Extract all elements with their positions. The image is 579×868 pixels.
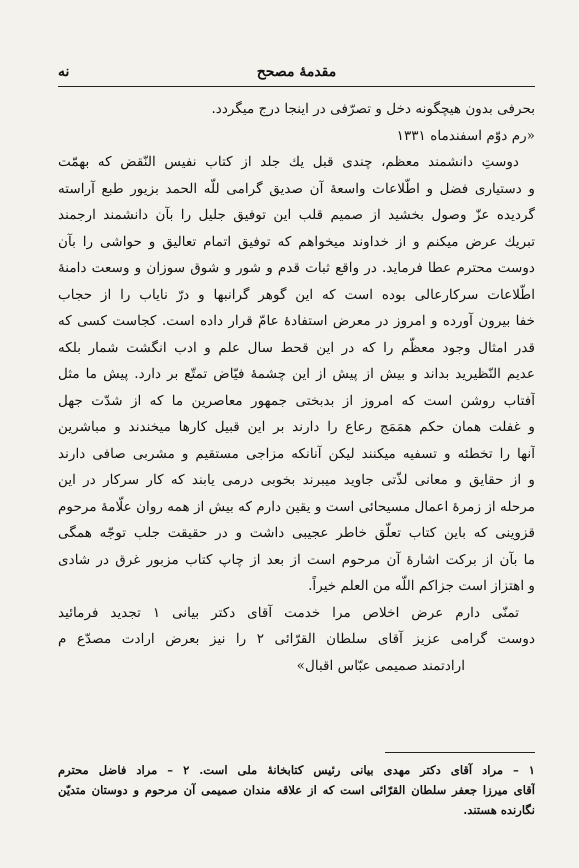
text-line: قزوینی که باین کتاب تعلّق خاطر عجیبی داشت و در حقیقت جلب توجّه همگی: [58, 525, 535, 541]
footnote-line: نگارنده هستند.: [463, 803, 535, 817]
text-line: مرحله از زمرهٔ اعمال مسیحائی است و یقین دارم که بیش از همه روان علّامهٔ مرحوم: [58, 498, 535, 515]
text-line: و دستیاری فضل و اطّلاعات واسعهٔ آن صدیق گرامی للّه الحمد بزیور طبع آراسته: [58, 180, 535, 197]
text-line: دوست محترم عطا فرماید. در واقع ثبات قدم و شور و شوق سوزان و وسعت دامنهٔ: [58, 260, 535, 276]
text-line: قدر امثال وجود معظّم را که در این قحط سال علم و ادب انگشت شمار بلکه: [58, 339, 535, 356]
footnote-line: آقای میرزا جعفر سلطان القرّائی است که از علاقه مندان صمیمی آن مرحوم و دوستان متدیّن: [58, 783, 535, 797]
closing-line: دوست گرامی عزیز آقای سلطان القرّائی ۲ را نیز بعرض ارادت مصدّع م: [58, 631, 535, 647]
letter-date-line: «رم دوّم اسفندماه ۱۳۳۱: [396, 127, 535, 144]
running-header: [58, 62, 535, 87]
body-text: [58, 96, 535, 679]
text-line: آنها را تخطئه و تسفیه میکنند لیکن آنانکه مزاجی مستقیم و مشربی صافی دارند: [58, 445, 535, 462]
header-title: مقدمهٔ مصحح: [256, 64, 337, 80]
footnotes: [58, 760, 535, 820]
text-line: اطّلاعات سرکارعالی بوده است که این گوهر گرانبها و درّ نایاب را از حجاب: [58, 286, 535, 303]
text-line: آفتاب روشن است که امروز از بدبختی جمهور معاصرین ما که از شدّت جهل: [58, 392, 535, 409]
text-line: و از حقایق و معانی لذّتی جاوید میبرند بخوبی درمی یابند که کار سرکار در این: [58, 472, 535, 488]
text-line: عدیم النّظیرید بداند و بیش از پیش از این چشمهٔ فیّاض تمتّع بر دارد. پیش ما مثل: [58, 366, 535, 382]
text-line: خفا بیرون آورده و امروز در معرض استفادهٔ عامّ قرار داده است. کجاست کسی که: [58, 313, 535, 329]
text-line: دوستِ دانشمند معظم، چندی قبل یك جلد از کتاب نفیس النّقض که بهمّت: [58, 154, 519, 170]
signature: ارادتمند صمیمی عبّاس اقبال»: [296, 657, 465, 674]
text-line: گردیده عزّ وصول بخشید از صمیم قلب این توفیق جلیل را بآن دانشمند ارجمند: [58, 207, 535, 223]
closing-line: تمنّی دارم عرض اخلاص مرا خدمت آقای دکتر بیانی ۱ تجدید فرمائید: [58, 604, 519, 621]
text-line: و اهتزاز است جزاكم اللّه من العلم خیراً.: [308, 578, 535, 594]
text-line: تبریك عرض میکنم و از خداوند میخواهم که توفیق اتمام تعالیق و حواشی را بآن: [58, 233, 535, 250]
text-line: ما بآن از برکت اشارهٔ آن مرحوم است از بعد از چاپ کتاب مزبور غرق در شادی: [58, 551, 535, 568]
footnote-divider: [385, 752, 535, 753]
page-number: نه: [58, 64, 70, 80]
text-line: و غفلت همان حکم همَمَج رعاع را دارند بر این قبیل کارها میخندند و مباشرین: [58, 419, 535, 435]
text-line: بحرفی بدون هیچگونه دخل و تصرّفی در اینجا درج میگردد.: [211, 101, 535, 117]
footnote-line: ۱ – مراد آقای دکتر مهدی بیانی رئیس کتابخانهٔ ملی است. ۲ – مراد فاضل محترم: [58, 763, 535, 777]
